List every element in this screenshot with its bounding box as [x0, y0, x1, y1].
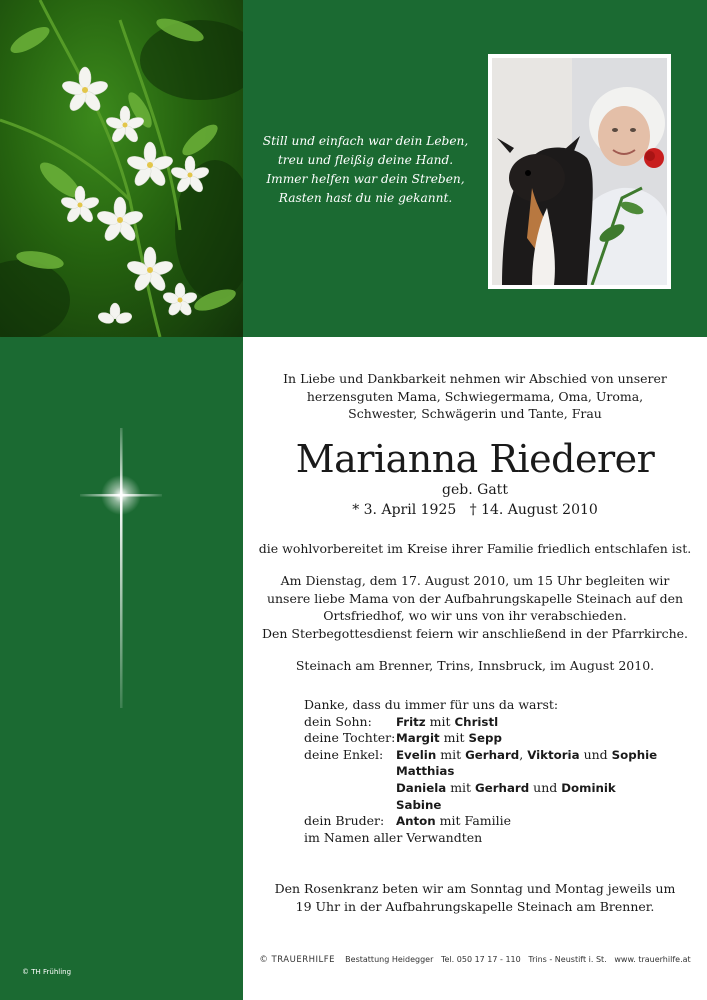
maiden-name: geb. Gatt — [442, 482, 508, 498]
family-name: Gerhard — [475, 780, 530, 795]
intro-line: In Liebe und Dankbarkeit nehmen wir Abschied von unserer — [283, 371, 667, 386]
peace-text: die wohlvorbereitet im Kreise ihrer Familie friedlich entschlafen ist. — [258, 541, 692, 556]
poem-line: Immer helfen war dein Streben, — [266, 172, 465, 186]
intro-line: Schwester, Schwägerin und Tante, Frau — [348, 406, 602, 421]
connector: und — [533, 779, 558, 795]
company-phone: Tel. 050 17 17 - 110 — [441, 955, 521, 964]
family-name: Anton — [396, 814, 436, 829]
family-name: Matthias — [396, 764, 455, 779]
family-name: Sepp — [468, 731, 502, 746]
intro-line: herzensguten Mama, Schwiegermama, Oma, Uroma, — [306, 388, 644, 404]
rosary-line: Den Rosenkranz beten wir am Sonntag und Montag jeweils um — [274, 881, 676, 896]
relation-label: deine Tochter: — [304, 730, 396, 746]
connector: mit — [429, 713, 451, 729]
family-name: Sabine — [396, 797, 442, 812]
company-address: Trins - Neustift i. St. — [528, 955, 607, 964]
image-credit: © TH Frühling — [22, 968, 72, 976]
thanks-heading: Danke, dass du immer für uns da warst: — [304, 697, 559, 712]
poem-line: Still und einfach war dein Leben, — [262, 134, 469, 148]
cross-icon — [80, 428, 162, 708]
family-name: Fritz — [396, 714, 426, 729]
funeral-line: Den Sterbegottesdienst feiern wir anschließend in der Pfarrkirche. — [261, 625, 689, 641]
list-item — [304, 730, 684, 747]
family-name: Sophie — [611, 747, 658, 762]
footer — [243, 955, 707, 965]
relation-label: dein Sohn: — [304, 713, 372, 729]
connector: mit Familie — [439, 813, 512, 829]
deceased-name: Marianna Riederer — [295, 437, 655, 481]
funeral-line: Ortsfriedhof, wo wir uns von ihr verabschieden. — [323, 608, 627, 623]
company-website: www. trauerhilfe.at — [614, 955, 691, 964]
birth-date: * 3. April 1925 — [352, 502, 457, 518]
connector: mit — [440, 746, 462, 762]
connector: mit — [443, 730, 465, 746]
family-name: Dominik — [561, 780, 616, 795]
family-name: Christl — [454, 714, 499, 729]
portrait-photo — [492, 58, 667, 285]
family-name: Viktoria — [527, 747, 580, 762]
family-name: Margit — [396, 731, 440, 746]
list-item — [304, 813, 684, 830]
connector: und — [583, 746, 608, 762]
death-date: † 14. August 2010 — [469, 502, 598, 518]
rosary-text — [243, 880, 707, 915]
family-name: Evelin — [396, 747, 437, 762]
list-item — [304, 763, 684, 780]
relatives-line: im Namen aller Verwandten — [304, 829, 483, 845]
rosary-line: 19 Uhr in der Aufbahrungskapelle Steinach am Brenner. — [295, 898, 655, 914]
connector: mit — [450, 779, 472, 795]
relation-label: dein Bruder: — [304, 813, 385, 829]
company-name: Bestattung Heidegger — [345, 955, 434, 964]
list-item — [304, 714, 684, 731]
place-date: Steinach am Brenner, Trins, Innsbruck, im August 2010. — [295, 658, 655, 673]
funeral-line: unsere liebe Mama von der Aufbahrungskapelle Steinach auf den — [266, 590, 684, 606]
funeral-text — [243, 572, 707, 642]
relation-label: deine Enkel: — [304, 746, 384, 762]
poem — [258, 132, 473, 208]
funeral-line: Am Dienstag, dem 17. August 2010, um 15 Uhr begleiten wir — [280, 573, 670, 588]
list-item — [304, 780, 684, 797]
separator: , — [519, 746, 524, 762]
poem-line: treu und fleißig deine Hand. — [277, 153, 454, 167]
flower-image — [0, 0, 243, 337]
life-dates — [243, 501, 707, 519]
family-name: Gerhard — [465, 747, 520, 762]
trauerhilfe-logo: © TRAUERHILFE — [259, 955, 335, 965]
family-name: Daniela — [396, 780, 447, 795]
list-item — [304, 797, 684, 814]
list-item — [304, 747, 684, 764]
thanks-list — [304, 697, 684, 846]
intro-text — [243, 370, 707, 423]
poem-line: Rasten hast du nie gekannt. — [278, 191, 453, 205]
